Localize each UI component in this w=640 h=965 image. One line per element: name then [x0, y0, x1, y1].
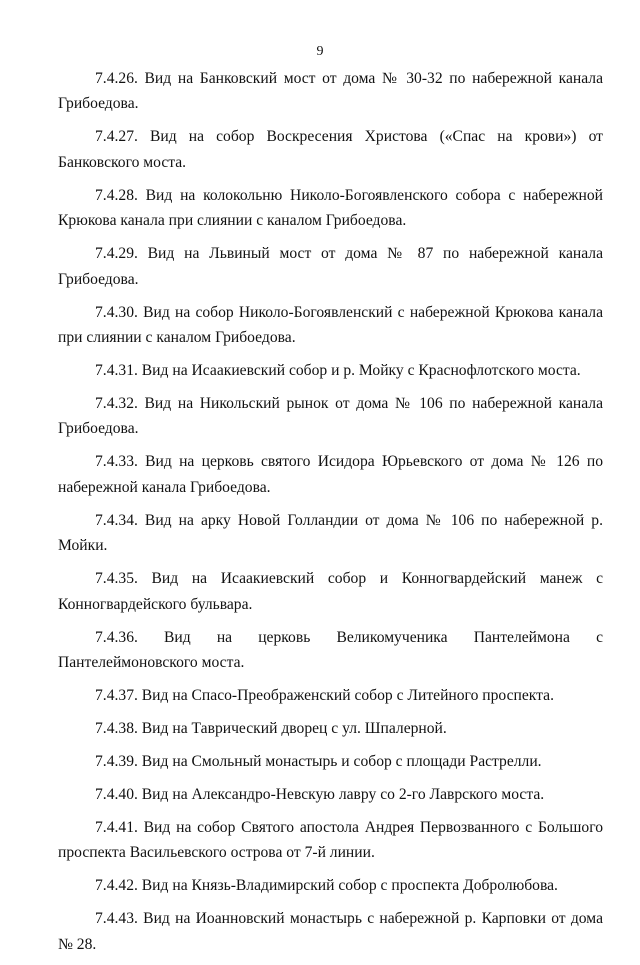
list-item: 7.4.38. Вид на Таврический дворец с ул. Шпалерной.: [95, 720, 447, 738]
list-item: 7.4.43. Вид на Иоанновский монастырь с набережной р. Карповки от дома № 28.: [58, 910, 603, 953]
list-item: 7.4.32. Вид на Никольский рынок от дома № 106 по набережной канала Грибоедова.: [58, 395, 603, 438]
document-body: [58, 66, 603, 965]
page-number: 9: [316, 44, 324, 59]
list-item: 7.4.41. Вид на собор Святого апостола Андрея Первозванного с Большого проспекта Васильевского острова от 7-й линии.: [58, 819, 603, 862]
list-item: 7.4.36. Вид на церковь Великомученика Пантелеймона с Пантелеймоновского моста.: [58, 628, 603, 672]
list-item: 7.4.39. Вид на Смольный монастырь и собор с площади Растрелли.: [95, 753, 542, 771]
list-item: 7.4.31. Вид на Исаакиевский собор и р. Мойку с Краснофлотского моста.: [95, 362, 581, 380]
list-item: 7.4.37. Вид на Спасо-Преображенский собор с Литейного проспекта.: [95, 687, 554, 705]
list-item: 7.4.33. Вид на церковь святого Исидора Юрьевского от дома № 126 по набережной канала Грибоедова.: [58, 453, 603, 496]
list-item: 7.4.26. Вид на Банковский мост от дома № 30-32 по набережной канала Грибоедова.: [58, 70, 603, 113]
list-item: 7.4.29. Вид на Львиный мост от дома № 87 по набережной канала Грибоедова.: [58, 245, 603, 288]
list-item: 7.4.34. Вид на арку Новой Голландии от дома № 106 по набережной р. Мойки.: [58, 511, 603, 555]
list-item: 7.4.30. Вид на собор Николо-Богоявленский с набережной Крюкова канала при слиянии с каналом Грибоедова.: [58, 303, 603, 347]
list-item: 7.4.27. Вид на собор Воскресения Христова («Спас на крови») от Банковского моста.: [58, 128, 603, 171]
list-item: 7.4.28. Вид на колокольню Николо-Богоявленского собора с набережной Крюкова канала при слиянии с каналом Грибоедова.: [58, 186, 603, 230]
list-item: 7.4.42. Вид на Князь-Владимирский собор с проспекта Добролюбова.: [95, 877, 558, 895]
list-item: 7.4.35. Вид на Исаакиевский собор и Конногвардейский манеж с Конногвардейского бульвара.: [58, 570, 603, 613]
list-item: 7.4.40. Вид на Александро-Невскую лавру со 2-го Лаврского моста.: [95, 786, 545, 804]
